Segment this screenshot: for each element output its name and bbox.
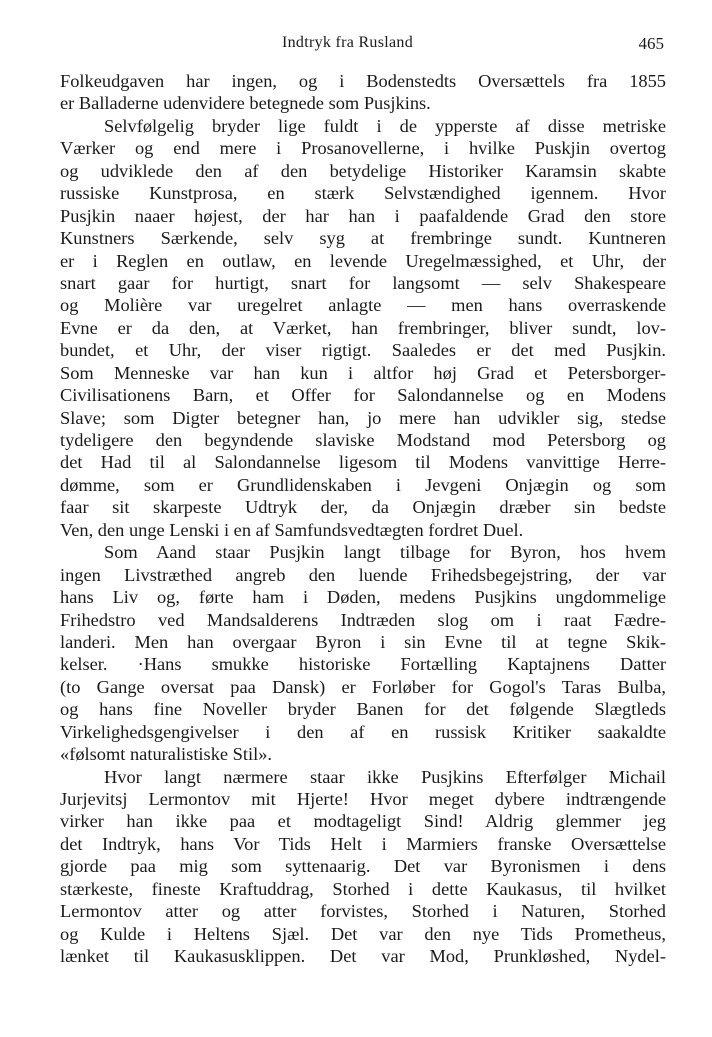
text-line: landeri. Men han overgaar Byron i sin Evne til at tegne Skik- bbox=[60, 631, 666, 652]
text-line: Lermontov atter og atter forvistes, Storhed i Naturen, Storhed bbox=[60, 901, 666, 922]
text-line: Virkelighedsgengivelser i den af en russisk Kritiker saakaldte bbox=[60, 721, 666, 742]
text-line: Selvfølgelig bryder lige fuldt i de ypperste af disse metriske bbox=[104, 115, 666, 136]
text-line: Hvor langt nærmere staar ikke Pusjkins Efterfølger Michail bbox=[104, 766, 666, 787]
text-line: Slave; som Digter betegner han, jo mere han udvikler sig, stedse bbox=[60, 407, 666, 428]
text-line: Som Menneske var han kun i altfor høj Grad et Petersborger- bbox=[60, 362, 666, 383]
text-line: og hans fine Noveller bryder Banen for det følgende Slægtleds bbox=[60, 699, 666, 720]
text-line: kelser. ·Hans smukke historiske Fortælling Kaptajnens Datter bbox=[60, 654, 666, 675]
text-line: Civilisationens Barn, et Offer for Salondannelse og en Modens bbox=[60, 385, 666, 406]
text-line: tydeligere den begyndende slaviske Modstand mod Petersborg og bbox=[60, 430, 666, 450]
text-line: Pusjkin naaer højest, der har han i paafaldende Grad den store bbox=[60, 205, 666, 226]
running-title: Indtryk fra Rusland bbox=[282, 34, 414, 51]
text-line: (to Gange oversat paa Dansk) er Forløber for Gogol's Taras Bulba, bbox=[60, 676, 666, 697]
text-line: ingen Livstræthed angreb den luende Frihedsbegejstring, der var bbox=[60, 564, 666, 585]
text-line: og Molière var uregelret anlagte — men hans overraskende bbox=[60, 295, 666, 316]
text-line: snart gaar for hurtigt, snart for langsomt — selv Shakespeare bbox=[60, 272, 666, 293]
text-line: Ven, den unge Lenski i en af Samfundsvedtægten fordret Duel. bbox=[60, 519, 524, 540]
text-line: og udviklede den af den betydelige Historiker Karamsin skabte bbox=[60, 160, 666, 181]
page-header bbox=[60, 34, 666, 60]
text-line: er Balladerne udenvidere betegnede som Pusjkins. bbox=[60, 93, 431, 114]
text-line: er i Reglen en outlaw, en levende Uregelmæssighed, et Uhr, der bbox=[60, 250, 666, 271]
body-text bbox=[60, 70, 666, 968]
text-line: Som Aand staar Pusjkin langt tilbage for Byron, hos hvem bbox=[104, 542, 666, 563]
text-line: og Kulde i Heltens Sjæl. Det var den nye Tids Prometheus, bbox=[60, 923, 666, 944]
text-line: lænket til Kaukasusklippen. Det var Mod, Prunkløshed, Nydel- bbox=[60, 946, 666, 967]
text-line: det Had til al Salondannelse ligesom til Modens vanvittige Herre- bbox=[60, 452, 666, 473]
text-line: Værker og end mere i Prosanovellerne, i hvilke Puskjin overtog bbox=[60, 138, 666, 159]
text-line: russiske Kunstprosa, en stærk Selvstændighed igennem. Hvor bbox=[60, 183, 666, 204]
page-number: 465 bbox=[638, 34, 664, 53]
text-line: bundet, et Uhr, der viser rigtigt. Saaledes er det med Pusjkin. bbox=[60, 340, 666, 361]
text-line: «følsomt naturalistiske Stil». bbox=[60, 744, 272, 765]
text-line: stærkeste, fineste Kraftuddrag, Storhed i dette Kaukasus, til hvilket bbox=[60, 878, 666, 899]
text-line: Jurjevitsj Lermontov mit Hjerte! Hvor meget dybere indtrængende bbox=[60, 789, 666, 809]
text-line: gjorde paa mig som syttenaarig. Det var Byronismen i dens bbox=[60, 856, 666, 877]
text-line: virker han ikke paa et modtageligt Sind! Aldrig glemmer jeg bbox=[60, 811, 666, 832]
text-line: hans Liv og, førte ham i Døden, medens Pusjkins ungdommelige bbox=[60, 587, 666, 608]
text-line: Evne er da den, at Værket, han frembringer, bliver sundt, lov- bbox=[60, 317, 666, 338]
text-line: Kunstners Særkende, selv syg at frembringe sundt. Kuntneren bbox=[60, 228, 666, 249]
text-line: Frihedstro ved Mandsalderens Indtræden slog om i raat Fædre- bbox=[60, 609, 666, 630]
text-line: dømme, som er Grundlidenskaben i Jevgeni Onjægin og som bbox=[60, 474, 666, 495]
text-line: Folkeudgaven har ingen, og i Bodenstedts Oversættels fra 1855 bbox=[60, 71, 666, 91]
text-line: det Indtryk, hans Vor Tids Helt i Marmiers franske Oversættelse bbox=[60, 833, 666, 854]
text-line: faar sit skarpeste Udtryk der, da Onjægin dræber sin bedste bbox=[60, 497, 666, 518]
